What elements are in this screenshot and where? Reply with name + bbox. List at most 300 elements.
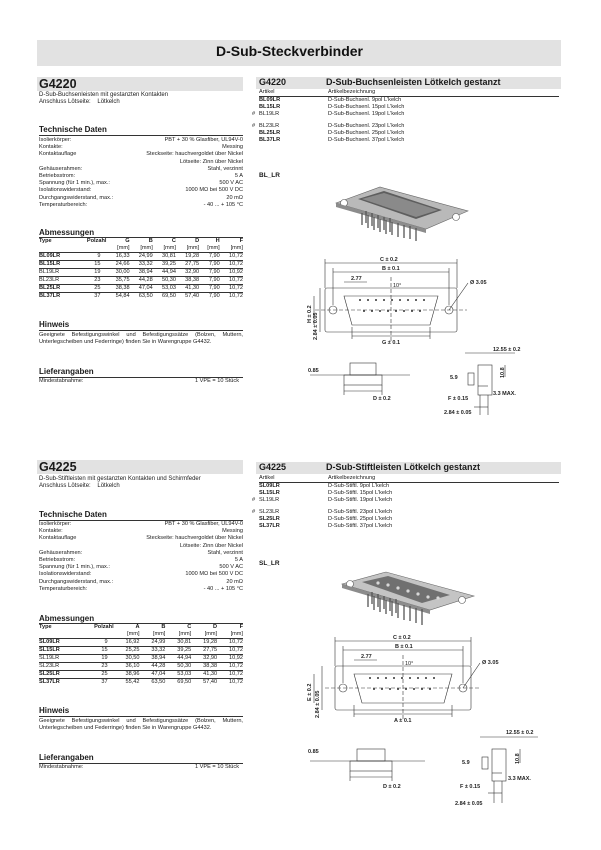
- spec-key: Gehäuserahmen:: [39, 549, 83, 556]
- spec-value: Lötseite: Zinn über Nickel: [179, 542, 243, 549]
- dim-h: E ± 0.2: [307, 683, 313, 701]
- dims-cell: 10,72: [217, 639, 243, 647]
- tech-title: Technische Daten: [39, 510, 107, 519]
- dims-header-row: [39, 238, 243, 245]
- section-code-bar: [37, 77, 243, 91]
- dims-unit-cell: [mm]: [127, 631, 140, 637]
- spec-value: 1000 MΩ bei 500 V DC: [185, 571, 243, 578]
- table-row: [39, 663, 243, 671]
- dims-cell: 38,38: [106, 285, 129, 293]
- table-row: [39, 655, 243, 663]
- dims-cell: 37: [77, 679, 113, 687]
- spec-row: [39, 571, 243, 578]
- dims-cell: 7,90: [199, 293, 220, 301]
- table-row: [39, 261, 243, 269]
- dims-cell: 10,92: [220, 269, 243, 277]
- spec-value: PBT + 30 % Glasfiber, UL94V-0: [164, 137, 243, 143]
- spec-key: Isolationswiderstand:: [39, 571, 92, 578]
- dims-cell: 19,28: [176, 253, 199, 261]
- list-item: [252, 123, 559, 130]
- article-section-title: D-Sub-Stiftleisten Lötkelch gestanzt: [326, 462, 481, 472]
- article-mark: #: [252, 509, 256, 515]
- dims-header-cell: Polzahl: [94, 624, 114, 630]
- spec-value: 20 mΩ: [226, 194, 243, 201]
- dims-unit-cell: [mm]: [204, 631, 218, 637]
- dims-cell: 44,94: [153, 269, 176, 277]
- dims-header-cell: Type: [39, 624, 52, 630]
- dims-cell: 55,42: [114, 679, 140, 687]
- dim-h: H ± 0.2: [307, 305, 313, 323]
- dims-cell: 7,90: [199, 261, 220, 269]
- spec-key: Spannung (für 1 min.), max.:: [39, 564, 110, 571]
- article-code: BL15LR: [259, 104, 281, 110]
- dims-cell: 32,90: [176, 269, 199, 277]
- spec-key: Kontakte:: [39, 144, 63, 151]
- dims-cell: 24,99: [130, 253, 153, 261]
- spec-row: [39, 586, 243, 593]
- dims-header-cell: B: [148, 238, 153, 244]
- dims-cell: 10,72: [220, 285, 243, 293]
- dims-cell: SL37LR: [39, 679, 77, 687]
- article-code: SL23LR: [259, 509, 280, 515]
- article-list-header: [259, 89, 559, 97]
- spec-value: Stahl, verzinnt: [207, 549, 243, 556]
- connection-label: Anschluss Lötseite:: [39, 99, 91, 105]
- dims-cell: 69,50: [165, 679, 191, 687]
- dims-cell: 24,99: [140, 639, 166, 647]
- section-subtitle: D-Sub-Buchsenleisten mit gestanzten Kontakten: [39, 92, 169, 98]
- table-row: [39, 277, 243, 285]
- dim-hole: Ø 3.05: [470, 280, 487, 286]
- article-section-title: D-Sub-Buchsenleisten Lötkelch gestanzt: [326, 77, 501, 87]
- dims-cell: 53,03: [153, 285, 176, 293]
- tech-specs: [39, 521, 243, 593]
- section-code: G4225: [39, 460, 77, 474]
- article-desc: D-Sub-Stiftl. 19pol L'kelch: [328, 497, 393, 503]
- dims-unit-cell: [mm]: [230, 245, 243, 251]
- dims-cell: 38,94: [140, 655, 166, 663]
- spec-value: 20 mΩ: [226, 578, 243, 585]
- dims-cell: BL23LR: [39, 277, 74, 285]
- dims-unit-cell: [mm]: [117, 245, 130, 251]
- article-code: BL19LR: [259, 111, 280, 117]
- dims-cell: BL09LR: [39, 253, 74, 261]
- article-desc: D-Sub-Buchsenl. 25pol L'kelch: [328, 130, 405, 136]
- spec-row: [39, 151, 243, 158]
- connection-label: Anschluss Lötseite:: [39, 483, 91, 489]
- article-code: BL37LR: [259, 137, 281, 143]
- table-row: [39, 285, 243, 293]
- article-code: SL19LR: [259, 497, 280, 503]
- dims-unit-cell: [mm]: [207, 245, 220, 251]
- spec-key: Spannung (für 1 min.), max.:: [39, 180, 110, 187]
- dims-cell: 7,90: [199, 277, 220, 285]
- connection-line: [39, 483, 120, 490]
- dim-1255: 12.55 ± 0.2: [493, 347, 521, 353]
- dims-unit-cell: [mm]: [140, 245, 153, 251]
- spec-row: [39, 144, 243, 151]
- spec-row: [39, 535, 243, 542]
- table-row: [39, 671, 243, 679]
- dims-unit-cell: [mm]: [230, 631, 243, 637]
- page-title-banner: [37, 40, 561, 66]
- article-desc: D-Sub-Buchsenl. 19pol L'kelch: [328, 111, 405, 117]
- dim-085: 0.85: [308, 368, 319, 374]
- dim-d: D ± 0.2: [383, 784, 401, 790]
- spec-key: Isolierkörper:: [39, 521, 72, 527]
- dims-cell: 10,72: [220, 277, 243, 285]
- dim-59: 5.9: [462, 760, 470, 766]
- dim-angle: 10°: [405, 661, 414, 667]
- dim-277: 2.77: [351, 276, 362, 282]
- dims-header-cell: Type: [39, 238, 52, 244]
- dims-cell: 30,81: [165, 639, 191, 647]
- table-row: [39, 679, 243, 687]
- article-code: BL09LR: [259, 97, 281, 103]
- spec-key: Durchgangswiderstand, max.:: [39, 578, 113, 585]
- dims-cell: 37: [74, 293, 106, 301]
- dims-units-row: [39, 245, 243, 253]
- technical-drawing: [300, 633, 560, 813]
- section-subtitle: D-Sub-Stiftleisten mit gestanzten Kontakten und Schirmfeder: [39, 476, 201, 482]
- spec-row: [39, 137, 243, 144]
- dims-cell: BL25LR: [39, 285, 74, 293]
- spec-row: [39, 564, 243, 571]
- article-desc: D-Sub-Buchsenl. 37pol L'kelch: [328, 137, 405, 143]
- dims-cell: 50,30: [153, 277, 176, 285]
- spec-row: [39, 521, 243, 528]
- spec-row: [39, 180, 243, 187]
- dims-cell: 41,30: [176, 285, 199, 293]
- article-code: SL37LR: [259, 523, 280, 529]
- page-title: D-Sub-Steckverbinder: [215, 43, 363, 59]
- article-mark: #: [252, 497, 256, 503]
- spec-row: [39, 187, 243, 194]
- dim-c: C ± 0.2: [393, 635, 411, 641]
- dims-cell: 39,25: [153, 261, 176, 269]
- dims-cell: 38,94: [130, 269, 153, 277]
- spec-value: Messing: [222, 528, 243, 535]
- dims-unit-cell: [mm]: [152, 631, 166, 637]
- dims-cell: 53,03: [165, 671, 191, 679]
- spec-row: [39, 550, 243, 557]
- dims-header-cell: Polzahl: [86, 238, 107, 244]
- article-list: [252, 89, 559, 144]
- dims-title: Abmessungen: [39, 228, 95, 237]
- dim-inner: A ± 0.1: [394, 718, 412, 724]
- dim-inner: G ± 0.1: [382, 340, 400, 346]
- spec-value: 5 A: [234, 173, 243, 179]
- dims-cell: 10,72: [220, 253, 243, 261]
- dim-c: C ± 0.2: [380, 257, 398, 263]
- dims-cell: SL23LR: [39, 663, 77, 671]
- list-item: [259, 97, 559, 104]
- article-desc: D-Sub-Stiftl. 15pol L'kelch: [328, 490, 393, 496]
- table-row: [39, 269, 243, 277]
- section-code: G4220: [39, 77, 77, 91]
- delivery-value: 1 VPE = 10 Stück: [195, 764, 239, 770]
- photo-label: BL_LR: [259, 172, 280, 179]
- tech-title: Technische Daten: [39, 125, 107, 134]
- spec-key: Isolierkörper:: [39, 137, 72, 143]
- dims-header-cell: F: [239, 238, 243, 244]
- dims-cell: 10,72: [217, 663, 243, 671]
- dims-cell: 10,72: [220, 261, 243, 269]
- article-desc: D-Sub-Stiftl. 37pol L'kelch: [328, 523, 393, 529]
- spec-key: Gehäuserahmen:: [39, 165, 83, 172]
- hint-text: Geeignete Befestigungswinkel und Befestigungssätze (Bolzen, Muttern, Unterlegscheiben und Federringe) finden Sie in Warengruppe G4432.: [39, 718, 243, 732]
- dims-unit-cell: [mm]: [178, 631, 192, 637]
- list-item: [259, 483, 559, 490]
- article-header-desc: Artikelbezeichnung: [328, 89, 376, 95]
- spec-row: [39, 557, 243, 564]
- dim-f: F ± 0.15: [460, 784, 481, 790]
- dims-cell: 16,92: [114, 639, 140, 647]
- dims-header-cell: A: [135, 624, 140, 630]
- hint-title: Hinweis: [39, 320, 70, 329]
- article-section-code: G4225: [259, 462, 287, 472]
- dims-cell: 33,32: [140, 647, 166, 655]
- dims-units-row: [39, 631, 243, 639]
- spec-row: [39, 528, 243, 535]
- dims-header-cell: B: [161, 624, 166, 630]
- dims-cell: SL09LR: [39, 639, 77, 647]
- dims-cell: 15: [74, 261, 106, 269]
- article-desc: D-Sub-Stiftl. 9pol L'kelch: [328, 483, 390, 489]
- dims-header-cell: C: [171, 238, 176, 244]
- dims-cell: 10,72: [217, 679, 243, 687]
- table-row: [39, 253, 243, 261]
- dims-cell: 24,66: [106, 261, 129, 269]
- dims-cell: 57,40: [176, 293, 199, 301]
- dims-cell: 9: [77, 639, 113, 647]
- dim-108: 10.8: [515, 753, 521, 764]
- spec-key: Kontaktauflage: [39, 535, 77, 542]
- spec-key: Betriebsstrom:: [39, 173, 76, 179]
- dims-cell: 36,10: [114, 663, 140, 671]
- spec-row: [39, 173, 243, 180]
- dim-59: 5.9: [450, 375, 458, 381]
- dims-cell: 25: [77, 671, 113, 679]
- spec-value: Steckseite: hauchvergoldet über Nickel: [146, 535, 243, 542]
- dims-header-cell: D: [195, 238, 200, 244]
- divider: [39, 330, 243, 331]
- dim-1255: 12.55 ± 0.2: [506, 730, 534, 736]
- dim-33: 3.3 MAX.: [508, 776, 531, 782]
- dims-cell: 57,40: [191, 679, 217, 687]
- article-list: [252, 475, 559, 530]
- dim-284v: 2.84 ± 0.05: [315, 690, 321, 718]
- dims-cell: 54,84: [106, 293, 129, 301]
- dims-cell: 30,81: [153, 253, 176, 261]
- dims-cell: 63,50: [130, 293, 153, 301]
- article-header-code: Artikel: [259, 89, 275, 95]
- dims-cell: 19: [77, 655, 113, 663]
- article-mark: #: [252, 123, 256, 129]
- technical-drawing: [300, 255, 530, 420]
- dims-cell: 7,90: [199, 285, 220, 293]
- dim-277: 2.77: [361, 654, 372, 660]
- spec-value: Lötseite: Zinn über Nickel: [179, 158, 243, 165]
- dims-cell: 38,38: [191, 663, 217, 671]
- dims-cell: SL15LR: [39, 647, 77, 655]
- connector-photo: [338, 570, 488, 630]
- dims-cell: 19,28: [191, 639, 217, 647]
- section-code-bar: [37, 460, 243, 474]
- dim-b: B ± 0.1: [395, 644, 413, 650]
- dims-cell: 7,90: [199, 269, 220, 277]
- dims-cell: SL19LR: [39, 655, 77, 663]
- dims-cell: 33,32: [130, 261, 153, 269]
- dims-title: Abmessungen: [39, 614, 95, 623]
- dims-unit-cell: [77, 631, 113, 639]
- spec-value: Steckseite: hauchvergoldet über Nickel: [146, 151, 243, 158]
- list-item: [252, 497, 559, 504]
- dims-table: [39, 624, 243, 686]
- dims-cell: BL37LR: [39, 293, 74, 301]
- dim-284h: 2.84 ± 0.05: [455, 801, 483, 807]
- dims-cell: 27,75: [191, 647, 217, 655]
- dims-cell: 10,72: [217, 671, 243, 679]
- dims-cell: 30,00: [106, 269, 129, 277]
- spec-key: Kontaktauflage: [39, 151, 77, 158]
- dims-cell: BL15LR: [39, 261, 74, 269]
- dim-33: 3.3 MAX.: [493, 391, 516, 397]
- dims-cell: 69,50: [153, 293, 176, 301]
- dims-cell: 7,90: [199, 253, 220, 261]
- spec-value: 500 V AC: [219, 180, 243, 187]
- dims-header-cell: C: [187, 624, 192, 630]
- dims-cell: 10,72: [220, 293, 243, 301]
- dims-cell: 25,25: [114, 647, 140, 655]
- article-desc: D-Sub-Buchsenl. 9pol L'kelch: [328, 97, 402, 103]
- dims-cell: 16,33: [106, 253, 129, 261]
- article-code: SL15LR: [259, 490, 280, 496]
- dims-cell: 32,90: [191, 655, 217, 663]
- delivery-value: 1 VPE = 10 Stück: [195, 378, 239, 384]
- article-code: BL25LR: [259, 130, 281, 136]
- table-row: [39, 293, 243, 301]
- dims-cell: 44,28: [140, 663, 166, 671]
- connection-line: [39, 99, 120, 106]
- article-desc: D-Sub-Buchsenl. 23pol L'kelch: [328, 123, 405, 129]
- article-header-bar: [256, 77, 561, 89]
- spec-key: Temperaturbereich:: [39, 201, 88, 208]
- table-row: [39, 639, 243, 647]
- divider: [39, 716, 243, 717]
- article-section-code: G4220: [259, 77, 287, 87]
- dims-cell: 23: [77, 663, 113, 671]
- dim-b: B ± 0.1: [382, 266, 400, 272]
- delivery-label: Mindestabnahme:: [39, 378, 84, 384]
- spec-row: [39, 166, 243, 173]
- spec-row: [39, 159, 243, 166]
- connector-photo: [328, 183, 478, 243]
- hint-text: Geeignete Befestigungswinkel und Befestigungssätze (Bolzen, Muttern, Unterlegscheiben und Federringe) finden Sie in Warengruppe G4432.: [39, 332, 243, 346]
- article-header-code: Artikel: [259, 475, 275, 481]
- dims-cell: 15: [77, 647, 113, 655]
- article-header-desc: Artikelbezeichnung: [328, 475, 376, 481]
- dims-cell: 19: [74, 269, 106, 277]
- dim-d: D ± 0.2: [373, 396, 391, 402]
- spec-value: - 40 ... + 105 °C: [203, 201, 243, 208]
- divider: [39, 135, 243, 136]
- dims-header-cell: G: [125, 238, 130, 244]
- delivery-title: Lieferangaben: [39, 753, 94, 762]
- hint-title: Hinweis: [39, 706, 70, 715]
- article-desc: D-Sub-Stiftl. 25pol L'kelch: [328, 516, 393, 522]
- dims-table: [39, 238, 243, 300]
- list-item: [259, 104, 559, 111]
- dims-header-cell: H: [215, 238, 220, 244]
- spec-key: Isolationswiderstand:: [39, 187, 92, 194]
- dims-cell: 27,75: [176, 261, 199, 269]
- dims-cell: 9: [74, 253, 106, 261]
- dim-284h: 2.84 ± 0.05: [444, 410, 472, 416]
- delivery-label: Mindestabnahme:: [39, 764, 84, 770]
- dims-cell: SL25LR: [39, 671, 77, 679]
- dims-cell: BL19LR: [39, 269, 74, 277]
- spec-value: Stahl, verzinnt: [207, 165, 243, 172]
- dim-085: 0.85: [308, 749, 319, 755]
- list-item: [259, 137, 559, 144]
- spec-value: PBT + 30 % Glasfiber, UL94V-0: [164, 521, 243, 527]
- delivery-row: [39, 378, 243, 386]
- connection-value: Lötkelch: [97, 99, 120, 105]
- dims-unit-cell: [mm]: [186, 245, 200, 251]
- tech-specs: [39, 137, 243, 209]
- article-code: SL25LR: [259, 516, 280, 522]
- connection-value: Lötkelch: [97, 483, 120, 489]
- dims-cell: 38,38: [176, 277, 199, 285]
- dims-cell: 23: [74, 277, 106, 285]
- dims-header-cell: F: [239, 624, 243, 630]
- dims-cell: 10,92: [217, 655, 243, 663]
- list-item: [252, 509, 559, 516]
- dim-f: F ± 0.15: [448, 396, 469, 402]
- article-list-header: [259, 475, 559, 483]
- article-mark: #: [252, 111, 256, 117]
- dims-cell: 25: [74, 285, 106, 293]
- spec-row: [39, 202, 243, 209]
- spec-row: [39, 543, 243, 550]
- dim-108: 10.8: [500, 367, 506, 378]
- dims-cell: 35,75: [106, 277, 129, 285]
- dim-hole: Ø 3.05: [482, 660, 499, 666]
- spec-value: 5 A: [234, 557, 243, 563]
- dims-cell: 44,94: [165, 655, 191, 663]
- dims-header-cell: D: [213, 624, 218, 630]
- dims-unit-cell: [mm]: [163, 245, 176, 251]
- delivery-title: Lieferangaben: [39, 367, 94, 376]
- dim-angle: 10°: [393, 283, 402, 289]
- dims-cell: 38,96: [114, 671, 140, 679]
- article-code: BL23LR: [259, 123, 280, 129]
- article-desc: D-Sub-Buchsenl. 15pol L'kelch: [328, 104, 405, 110]
- spec-key: Kontakte:: [39, 528, 63, 535]
- dims-cell: 63,50: [140, 679, 166, 687]
- list-item: [252, 111, 559, 118]
- spec-key: Betriebsstrom:: [39, 557, 76, 563]
- dims-unit-cell: [39, 245, 74, 253]
- spec-value: 500 V AC: [219, 564, 243, 571]
- dims-cell: 30,50: [114, 655, 140, 663]
- article-code: SL09LR: [259, 483, 280, 489]
- dims-cell: 44,28: [130, 277, 153, 285]
- dims-cell: 39,25: [165, 647, 191, 655]
- dims-unit-cell: [74, 245, 106, 253]
- dims-cell: 47,04: [140, 671, 166, 679]
